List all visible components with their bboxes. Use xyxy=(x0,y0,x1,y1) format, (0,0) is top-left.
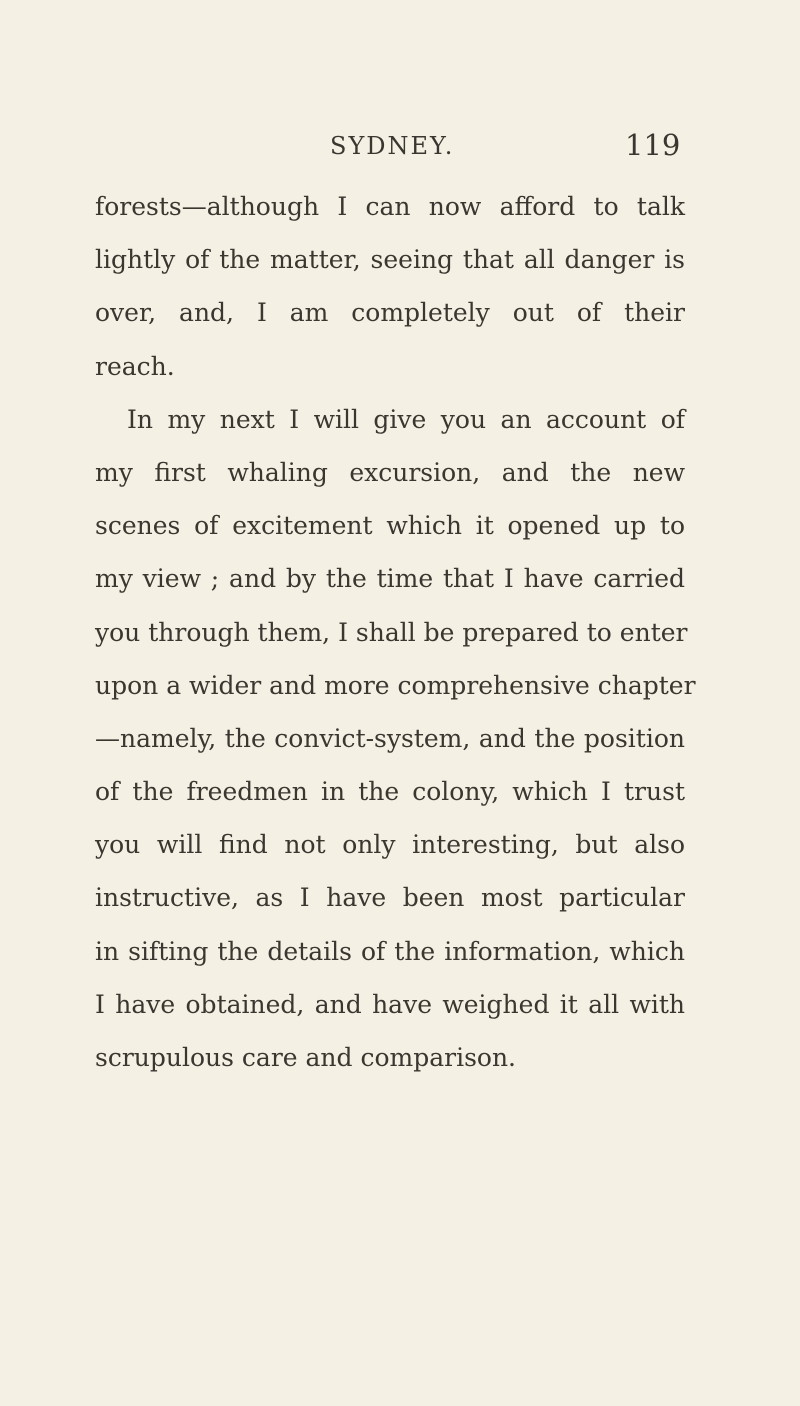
text-line: scrupulous care and comparison. xyxy=(95,1043,517,1072)
text-line: my view ; and by the time that I have carried xyxy=(95,564,685,594)
running-title: SYDNEY. xyxy=(330,132,455,160)
body-text xyxy=(95,180,696,1084)
text-line: lightly of the matter, seeing that all danger is xyxy=(95,245,685,275)
text-line: In my next I will give you an account of xyxy=(127,404,685,434)
text-line: —namely, the convict-system, and the position xyxy=(95,723,685,753)
paragraph-1 xyxy=(95,180,685,393)
paragraph-2 xyxy=(95,393,696,1084)
running-head xyxy=(0,128,800,172)
text-line: of the freedmen in the colony, which I trust xyxy=(95,777,685,807)
text-line: you will find not only interesting, but also xyxy=(95,830,685,860)
text-line: in sifting the details of the information, which xyxy=(95,936,685,966)
page-number: 119 xyxy=(625,128,681,162)
text-line: upon a wider and more comprehensive chapter xyxy=(95,670,696,700)
text-line: you through them, I shall be prepared to enter xyxy=(95,617,688,647)
text-line: my first whaling excursion, and the new xyxy=(95,457,685,487)
text-line: reach. xyxy=(95,351,175,381)
text-line: forests—although I can now afford to talk xyxy=(95,192,685,221)
text-line: scenes of excitement which it opened up to xyxy=(95,511,685,541)
text-line: I have obtained, and have weighed it all with xyxy=(95,989,685,1019)
text-line: over, and, I am completely out of their xyxy=(95,298,685,328)
text-line: instructive, as I have been most particular xyxy=(95,883,685,913)
